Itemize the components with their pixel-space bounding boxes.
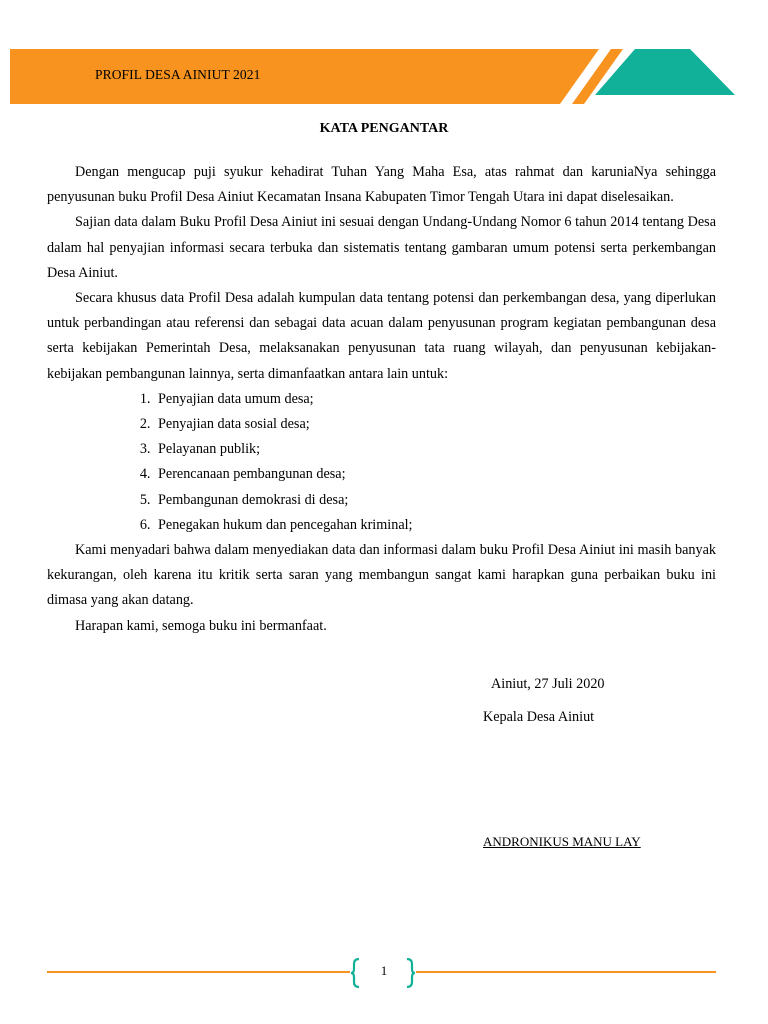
document-title: KATA PENGANTAR (319, 121, 449, 136)
list-item: 4. Perencanaan pembangunan desa; (154, 462, 716, 487)
paragraph: Harapan kami, semoga buku ini bermanfaat. (75, 617, 327, 634)
list-item: 5. Pembangunan demokrasi di desa; (154, 488, 716, 513)
paragraph: Secara khusus data Profil Desa adalah kumpulan data tentang potensi dan perkembangan desa, yang diperlukan untuk perbandingan atau referensi dan sebagai data acuan dalam penyusunan program kegiatan pembangunan desa serta kebijakan Pemerintah Desa, melaksanakan penyusunan tata ruang wilayah, dan penyusunan kebijakan-kebijakan pembangunan lainnya, serta dimanfaatkan antara lain untuk: (47, 290, 716, 382)
signature-name: ANDRONIKUS MANU LAY (483, 834, 641, 849)
list-item: 1. Penyajian data umum desa; (154, 387, 716, 412)
document-body (47, 160, 716, 639)
signature-role: Kepala Desa Ainiut (483, 709, 595, 725)
footer-line-left (47, 971, 350, 973)
signature-place-date: Ainiut, 27 Juli 2020 (491, 676, 605, 692)
left-brace-icon (350, 958, 362, 988)
paragraph: Sajian data dalam Buku Profil Desa Ainiut ini sesuai dengan Undang-Undang Nomor 6 tahun 2014 tentang Desa dalam hal penyajian informasi secara terbuka dan sistematis tentang gambaran umum potensi serta perkembangan Desa Ainiut. (47, 214, 716, 281)
paragraph: Kami menyadari bahwa dalam menyediakan data dan informasi dalam buku Profil Desa Ainiut ini masih banyak kekurangan, oleh karena itu kritik serta saran yang membangun sangat kami harapkan guna perbaikan buku ini dimasa yang akan datang. (47, 542, 716, 609)
header-title: PROFIL DESA AINIUT 2021 (95, 67, 261, 82)
footer-line-right (416, 971, 716, 973)
list-item: 3. Pelayanan publik; (154, 437, 716, 462)
right-brace-icon (404, 958, 416, 988)
page-number: 1 (380, 963, 388, 978)
list-item: 2. Penyajian data sosial desa; (154, 412, 716, 437)
usage-list (47, 387, 716, 538)
paragraph: Dengan mengucap puji syukur kehadirat Tuhan Yang Maha Esa, atas rahmat dan karuniaNya sehingga penyusunan buku Profil Desa Ainiut Kecamatan Insana Kabupaten Timor Tengah Utara ini dapat diselesaikan. (47, 164, 716, 206)
list-item: 6. Penegakan hukum dan pencegahan kriminal; (154, 513, 716, 538)
